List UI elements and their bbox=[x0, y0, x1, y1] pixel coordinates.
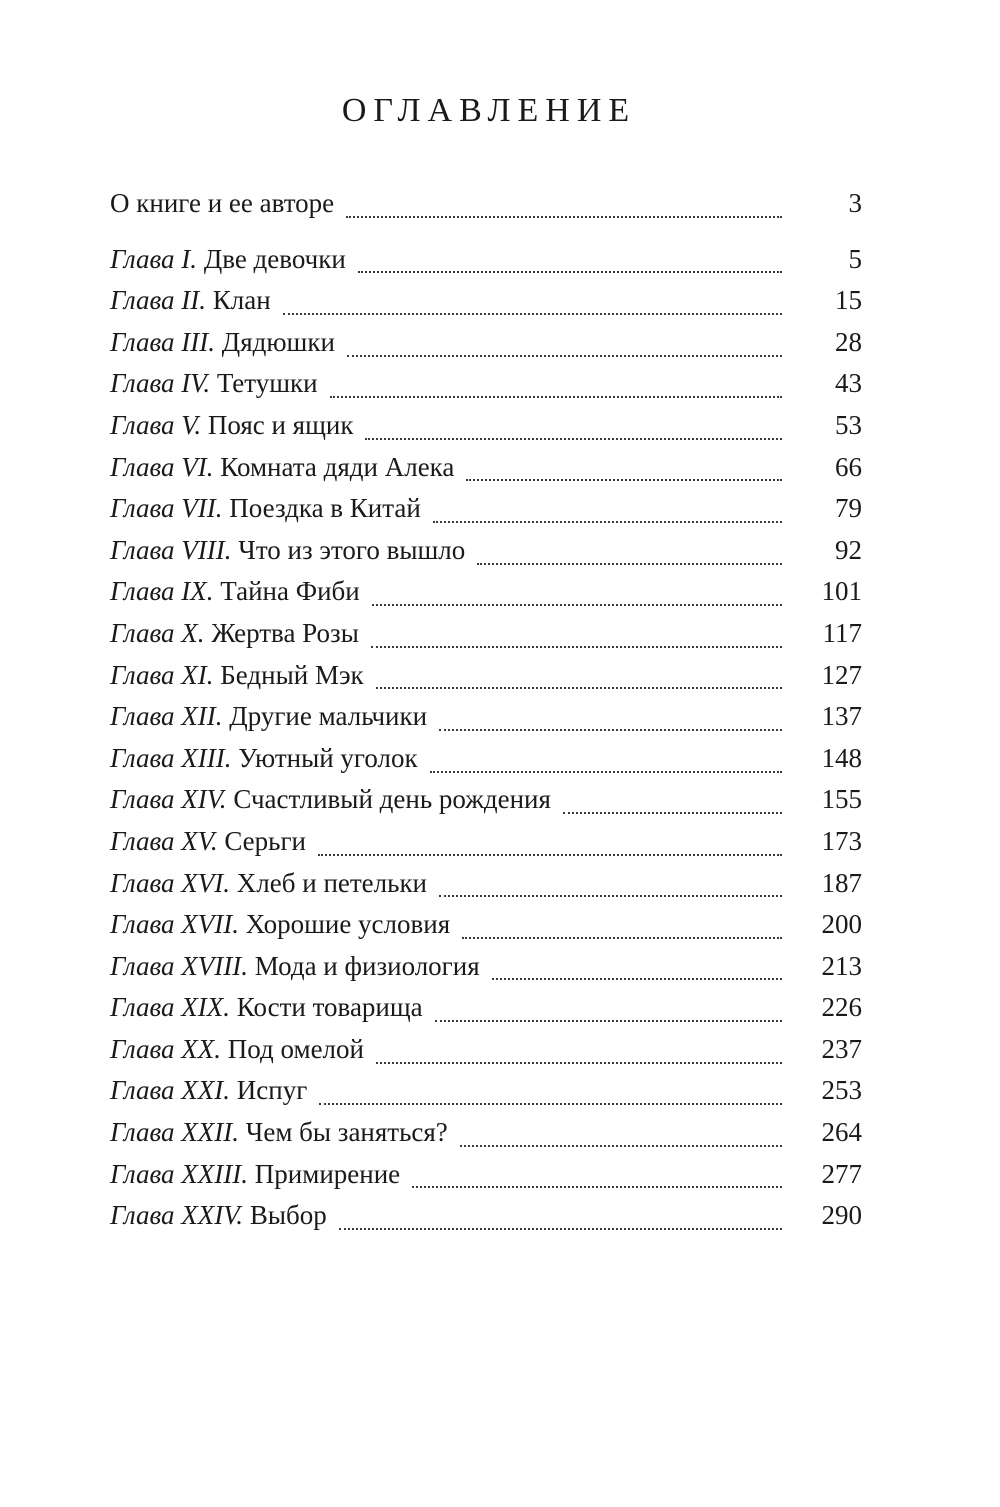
chapter-title: Две девочки bbox=[203, 243, 346, 274]
chapter-title: Хлеб и петельки bbox=[236, 867, 428, 898]
toc-entry[interactable] bbox=[110, 410, 862, 452]
chapter-title: Другие мальчики bbox=[229, 701, 428, 732]
toc-entry-label bbox=[110, 909, 450, 940]
toc-entry-label bbox=[110, 868, 427, 899]
toc-entry[interactable] bbox=[110, 1075, 862, 1117]
toc-page-number: 237 bbox=[821, 1033, 862, 1064]
chapter-title: Бедный Мэк bbox=[220, 659, 364, 690]
dot-leader bbox=[460, 1145, 782, 1147]
toc-entry[interactable] bbox=[110, 784, 862, 826]
chapter-number: Глава IV. bbox=[110, 368, 211, 399]
table-of-contents bbox=[110, 188, 862, 1242]
chapter-number: Глава XV. bbox=[110, 825, 218, 856]
dot-leader bbox=[433, 521, 782, 523]
toc-entry[interactable] bbox=[110, 493, 862, 535]
toc-entry-label bbox=[110, 493, 421, 524]
toc-page-number: 127 bbox=[821, 659, 862, 690]
dot-leader bbox=[346, 216, 782, 218]
toc-page-number: 290 bbox=[821, 1200, 862, 1231]
toc-entry-label bbox=[110, 285, 271, 316]
chapter-number: Глава XXII. bbox=[110, 1117, 240, 1148]
toc-page-number: 187 bbox=[821, 867, 862, 898]
toc-page-number: 15 bbox=[835, 285, 862, 316]
dot-leader bbox=[347, 355, 782, 357]
dot-leader bbox=[466, 479, 782, 481]
chapter-number: Глава XXI. bbox=[110, 1075, 231, 1106]
chapter-number: Глава V. bbox=[110, 409, 202, 440]
dot-leader bbox=[376, 1062, 782, 1064]
toc-entry-intro[interactable] bbox=[110, 188, 862, 230]
chapter-title: Примирение bbox=[254, 1158, 401, 1189]
toc-page-number: 226 bbox=[821, 992, 862, 1023]
toc-entry-label bbox=[110, 743, 418, 774]
toc-entry[interactable] bbox=[110, 660, 862, 702]
toc-entry-label bbox=[110, 992, 423, 1023]
chapter-title: Под омелой bbox=[227, 1033, 364, 1064]
chapter-title: Клан bbox=[212, 285, 271, 316]
chapter-number: Глава XIV. bbox=[110, 784, 227, 815]
toc-entry-label bbox=[110, 368, 318, 399]
chapter-title: Тайна Фиби bbox=[220, 576, 360, 607]
toc-page-number: 148 bbox=[821, 742, 862, 773]
toc-page-number: 28 bbox=[835, 326, 862, 357]
toc-entry[interactable] bbox=[110, 743, 862, 785]
toc-page-number: 277 bbox=[821, 1158, 862, 1189]
chapter-title: Выбор bbox=[249, 1200, 327, 1231]
dot-leader bbox=[430, 771, 782, 773]
chapter-title: Жертва Розы bbox=[211, 617, 359, 648]
chapter-number: Глава I. bbox=[110, 243, 198, 274]
chapter-number: Глава XXIII. bbox=[110, 1158, 249, 1189]
toc-entry-label bbox=[110, 1200, 327, 1231]
toc-page-number: 3 bbox=[848, 188, 862, 218]
toc-entry-label: О книге и ее авторе bbox=[110, 188, 335, 218]
dot-leader bbox=[563, 812, 782, 814]
chapter-title: Мода и физиология bbox=[254, 950, 480, 981]
toc-entry[interactable] bbox=[110, 826, 862, 868]
toc-page-number: 200 bbox=[821, 909, 862, 940]
toc-page-number: 53 bbox=[835, 409, 862, 440]
dot-leader bbox=[319, 1103, 782, 1105]
toc-page-number: 137 bbox=[821, 701, 862, 732]
chapter-title: Испуг bbox=[236, 1075, 308, 1106]
chapter-number: Глава XVI. bbox=[110, 867, 231, 898]
toc-entry-label bbox=[110, 951, 480, 982]
chapter-number: Глава XXIV. bbox=[110, 1200, 244, 1231]
chapter-number: Глава VI. bbox=[110, 451, 214, 482]
toc-entry[interactable] bbox=[110, 244, 862, 286]
chapter-number: Глава XII. bbox=[110, 701, 223, 732]
dot-leader bbox=[435, 1020, 782, 1022]
chapter-title: Тетушки bbox=[216, 368, 318, 399]
toc-entry-label bbox=[110, 1159, 400, 1190]
toc-page-number: 66 bbox=[835, 451, 862, 482]
chapter-number: Глава XVIII. bbox=[110, 950, 249, 981]
toc-page-number: 213 bbox=[821, 950, 862, 981]
toc-entry[interactable] bbox=[110, 1117, 862, 1159]
toc-page-number: 79 bbox=[835, 493, 862, 524]
dot-leader bbox=[439, 729, 782, 731]
dot-leader bbox=[283, 313, 782, 315]
chapter-number: Глава XIII. bbox=[110, 742, 232, 773]
chapter-title: Хорошие условия bbox=[245, 909, 451, 940]
toc-page-number: 92 bbox=[835, 534, 862, 565]
dot-leader bbox=[330, 396, 782, 398]
toc-page-number: 101 bbox=[821, 576, 862, 607]
toc-entry-label bbox=[110, 701, 427, 732]
chapter-number: Глава VIII. bbox=[110, 534, 232, 565]
toc-entry[interactable] bbox=[110, 618, 862, 660]
toc-entry-label bbox=[110, 826, 306, 857]
dot-leader bbox=[339, 1228, 782, 1230]
chapter-title: Комната дяди Алека bbox=[220, 451, 455, 482]
toc-entry[interactable] bbox=[110, 576, 862, 618]
chapter-title: Поездка в Китай bbox=[229, 493, 421, 524]
dot-leader bbox=[439, 895, 782, 897]
chapter-title: Уютный уголок bbox=[238, 742, 418, 773]
chapter-title: Серьги bbox=[224, 825, 306, 856]
chapter-title: Счастливый день рождения bbox=[233, 784, 551, 815]
chapter-number: Глава XIX. bbox=[110, 992, 231, 1023]
toc-page-number: 117 bbox=[822, 617, 862, 648]
toc-page-number: 5 bbox=[848, 243, 862, 274]
toc-entry-label bbox=[110, 576, 360, 607]
page-title: ОГЛАВЛЕНИЕ bbox=[341, 92, 637, 129]
chapter-title: Пояс и ящик bbox=[207, 409, 354, 440]
chapter-number: Глава VII. bbox=[110, 493, 223, 524]
chapter-title: Дядюшки bbox=[221, 326, 335, 357]
dot-leader bbox=[462, 937, 782, 939]
dot-leader bbox=[376, 687, 782, 689]
dot-leader bbox=[492, 978, 782, 980]
toc-page-number: 253 bbox=[821, 1075, 862, 1106]
toc-entry-label bbox=[110, 244, 346, 275]
chapter-number: Глава IX. bbox=[110, 576, 214, 607]
chapter-number: Глава XI. bbox=[110, 659, 214, 690]
toc-entry[interactable] bbox=[110, 909, 862, 951]
toc-page-number: 155 bbox=[821, 784, 862, 815]
dot-leader bbox=[372, 604, 782, 606]
toc-entry[interactable] bbox=[110, 452, 862, 494]
toc-entry[interactable] bbox=[110, 327, 862, 369]
toc-entry[interactable] bbox=[110, 368, 862, 410]
chapter-title: Что из этого вышло bbox=[238, 534, 466, 565]
toc-entry[interactable] bbox=[110, 868, 862, 910]
chapter-title: Чем бы заняться? bbox=[245, 1117, 448, 1148]
chapter-number: Глава II. bbox=[110, 285, 207, 316]
toc-entry-label bbox=[110, 1117, 448, 1148]
toc-entry[interactable] bbox=[110, 1159, 862, 1201]
toc-entry[interactable] bbox=[110, 992, 862, 1034]
dot-leader bbox=[477, 563, 782, 565]
dot-leader bbox=[365, 438, 782, 440]
toc-entry[interactable] bbox=[110, 701, 862, 743]
chapter-number: Глава X. bbox=[110, 617, 205, 648]
toc-entry-label bbox=[110, 452, 454, 483]
toc-entry[interactable] bbox=[110, 535, 862, 577]
chapter-number: Глава XX. bbox=[110, 1033, 222, 1064]
toc-entry-label bbox=[110, 618, 359, 649]
toc-page-number: 173 bbox=[821, 825, 862, 856]
toc-entry[interactable] bbox=[110, 1034, 862, 1076]
toc-entry-label bbox=[110, 784, 551, 815]
chapter-number: Глава XVII. bbox=[110, 909, 240, 940]
toc-entry-label bbox=[110, 535, 465, 566]
dot-leader bbox=[358, 271, 782, 273]
dot-leader bbox=[371, 646, 782, 648]
chapter-title: Кости товарища bbox=[236, 992, 423, 1023]
toc-entry-label bbox=[110, 1034, 364, 1065]
toc-page-number: 43 bbox=[835, 368, 862, 399]
dot-leader bbox=[412, 1186, 782, 1188]
toc-entry[interactable] bbox=[110, 285, 862, 327]
toc-entry-label bbox=[110, 410, 353, 441]
toc-entry-label bbox=[110, 1075, 307, 1106]
toc-entry-label bbox=[110, 660, 364, 691]
toc-entry[interactable] bbox=[110, 951, 862, 993]
chapter-number: Глава III. bbox=[110, 326, 216, 357]
toc-entry[interactable] bbox=[110, 1200, 862, 1242]
toc-entry-label bbox=[110, 327, 335, 358]
dot-leader bbox=[318, 854, 782, 856]
toc-page-number: 264 bbox=[821, 1117, 862, 1148]
